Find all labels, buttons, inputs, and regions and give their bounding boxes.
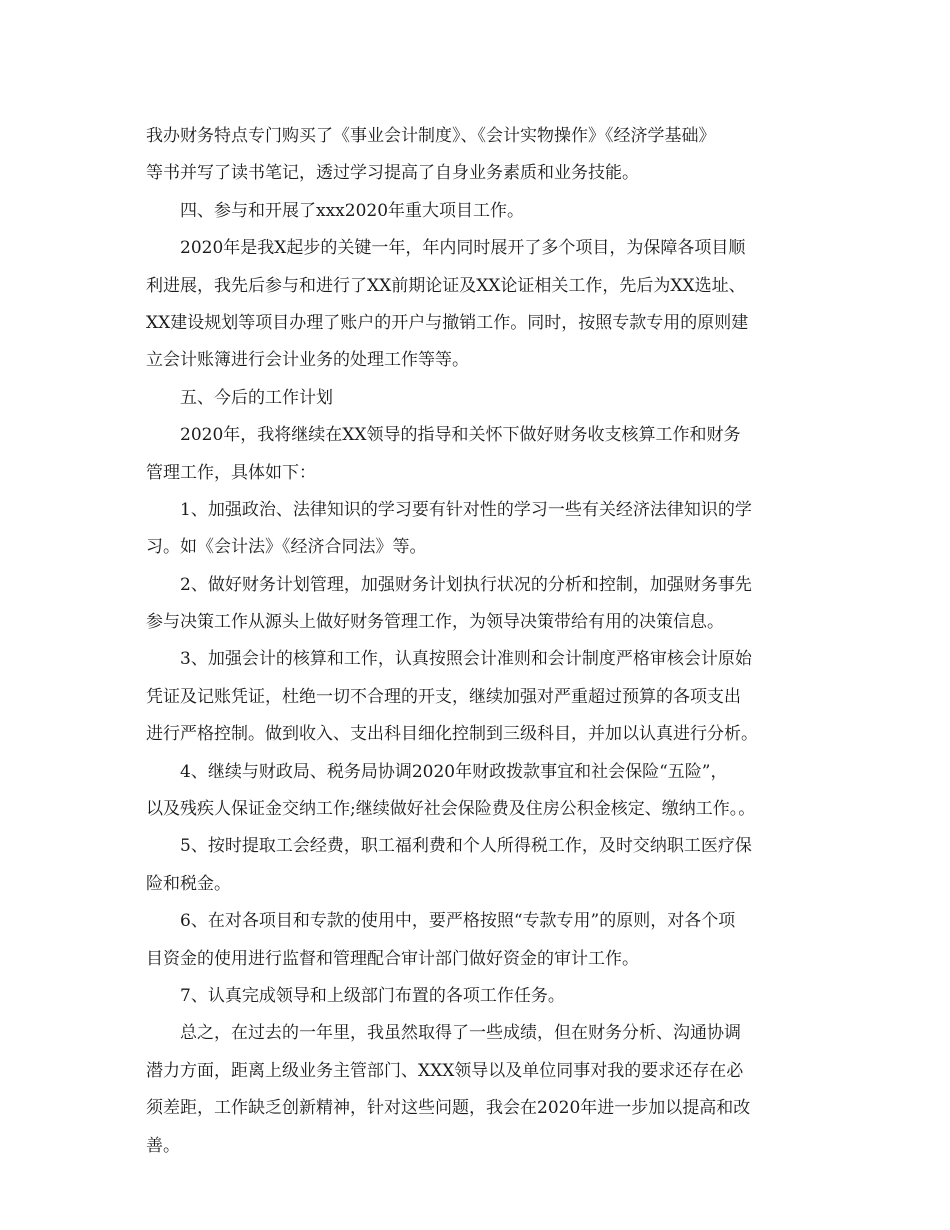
list-item: 6、在对各项目和专款的使用中，要严格按照“专款专用”的原则，对各个项 — [180, 911, 736, 932]
list-item: 4、继续与财政局、税务局协调2020年财政拨款事宜和社会保险“五险”， — [180, 761, 728, 782]
text-line: 善。 — [146, 1135, 180, 1156]
text-line: 进行严格控制。做到收入、支出科目细化控制到三级科目，并加以认真进行分析。 — [146, 724, 758, 745]
list-item: 1、加强政治、法律知识的学习要有针对性的学习一些有关经济法律知识的学 — [180, 499, 752, 520]
list-item: 3、加强会计的核算和工作，认真按照会计准则和会计制度严格审核会计原始 — [180, 649, 752, 670]
text-line: 我办财务特点专门购买了《事业会计制度》、《会计实物操作》《经济学基础》 — [146, 126, 716, 146]
text-line: 立会计账簿进行会计业务的处理工作等等。 — [146, 350, 469, 371]
document-body — [146, 118, 816, 1165]
text-line: 利进展，我先后参与和进行了XX前期论证及XX论证相关工作，先后为XX选址、 — [146, 275, 746, 296]
text-line: 凭证及记账凭证，杜绝一切不合理的开支，继续加强对严重超过预算的各项支出 — [146, 686, 741, 707]
list-item: 7、认真完成领导和上级部门布置的各项工作任务。 — [180, 985, 565, 1006]
text-line: 2020年是我X起步的关键一年，年内同时展开了多个项目，为保障各项目顺 — [180, 238, 746, 259]
text-line: 目资金的使用进行监督和管理配合审计部门做好资金的审计工作。 — [146, 948, 639, 969]
text-line: 参与决策工作从源头上做好财务管理工作，为领导决策带给有用的决策信息。 — [146, 612, 724, 633]
section-heading: 五、今后的工作计划 — [180, 387, 333, 408]
text-line: XX建设规划等项目办理了账户的开户与撤销工作。同时，按照专款专用的原则建 — [146, 312, 749, 333]
text-line: 管理工作，具体如下： — [146, 462, 316, 483]
list-item: 5、按时提取工会经费，职工福利费和个人所得税工作，及时交纳职工医疗保 — [180, 836, 752, 857]
text-line: 习。如《会计法》《经济合同法》等。 — [146, 537, 427, 558]
text-line: 须差距，工作缺乏创新精神，针对这些问题，我会在2020年进一步加以提高和改 — [146, 1098, 751, 1119]
text-line: 险和税金。 — [146, 873, 231, 894]
text-line: 2020年，我将继续在XX领导的指导和关怀下做好财务收支核算工作和财务 — [180, 425, 741, 446]
text-line: 潜力方面，距离上级业务主管部门、XXX领导以及单位同事对我的要求还存在必 — [146, 1060, 744, 1081]
text-line: 以及残疾人保证金交纳工作;继续做好社会保险费及住房公积金核定、缴纳工作。。 — [146, 799, 756, 820]
list-item: 2、做好财务计划管理，加强财务计划执行状况的分析和控制，加强财务事先 — [180, 574, 752, 595]
text-line: 总之，在过去的一年里，我虽然取得了一些成绩，但在财务分析、沟通协调 — [180, 1023, 741, 1044]
section-heading: 四、参与和开展了xxx2020年重大项目工作。 — [180, 200, 525, 221]
text-line: 等书并写了读书笔记，透过学习提高了自身业务素质和业务技能。 — [146, 163, 639, 184]
